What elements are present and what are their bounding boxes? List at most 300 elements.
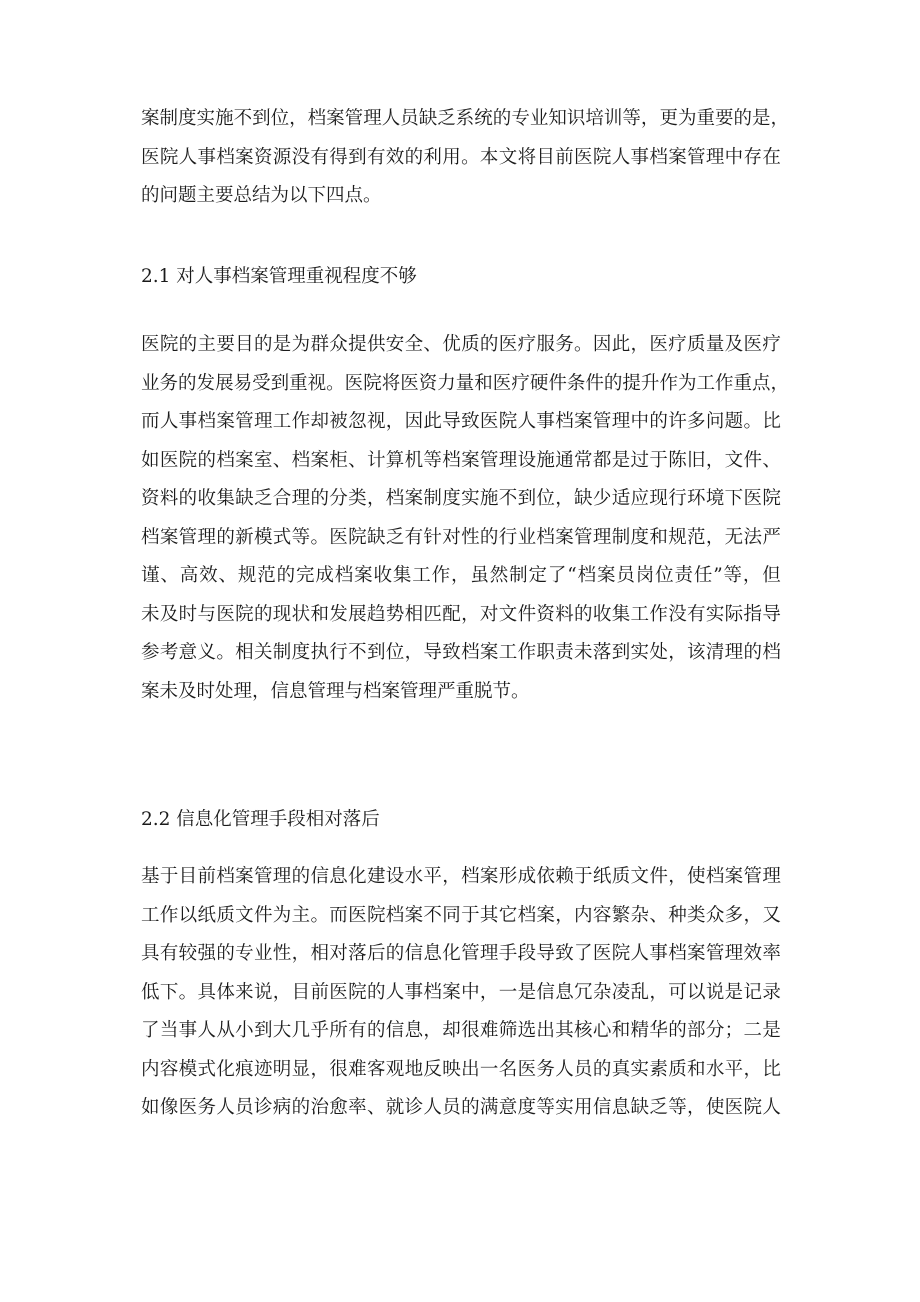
glyph: 群 — [310, 334, 329, 355]
glyph: 的 — [253, 334, 273, 355]
glyph: 形 — [498, 866, 518, 887]
glyph: 医 — [498, 334, 518, 355]
glyph: 该 — [687, 642, 706, 663]
glyph: 料 — [159, 488, 179, 509]
glyph: 室 — [253, 449, 273, 471]
glyph: 作 — [431, 565, 451, 586]
glyph: 等 — [536, 1097, 555, 1118]
glyph: 导 — [762, 603, 781, 625]
glyph: 、 — [348, 449, 367, 471]
glyph: 没 — [291, 146, 311, 168]
paragraph-line — [141, 480, 781, 519]
glyph: 指 — [743, 603, 763, 625]
glyph: 部 — [687, 1020, 706, 1041]
glyph: 导 — [536, 943, 555, 964]
glyph: 陈 — [668, 449, 687, 471]
glyph: 未 — [574, 642, 593, 663]
glyph: 出 — [536, 1020, 555, 1041]
glyph: 当 — [159, 1020, 179, 1041]
glyph: 医 — [141, 334, 160, 355]
glyph: 易 — [233, 372, 253, 394]
glyph: 管 — [592, 411, 612, 432]
glyph: 档 — [668, 943, 687, 964]
glyph: ， — [291, 943, 311, 964]
glyph: 事 — [197, 146, 216, 168]
glyph: 大 — [272, 1020, 292, 1041]
glyph: 制 — [509, 565, 528, 586]
glyph: 。 — [310, 526, 329, 548]
glyph: 案 — [159, 526, 179, 548]
glyph: ， — [272, 981, 292, 1003]
glyph: 员 — [616, 565, 635, 586]
glyph: 缺 — [630, 1097, 650, 1118]
glyph: 繁 — [611, 904, 631, 926]
glyph: 资 — [141, 488, 160, 509]
glyph: 赖 — [555, 866, 574, 887]
glyph: 到 — [252, 108, 271, 129]
glyph: 实 — [196, 108, 216, 129]
glyph: 的 — [216, 943, 235, 964]
glyph: 强 — [197, 943, 216, 964]
glyph: 院 — [762, 488, 781, 509]
paragraph-line — [141, 326, 781, 365]
glyph: 柜 — [329, 449, 348, 471]
glyph: 说 — [253, 981, 273, 1003]
glyph: 的 — [743, 642, 763, 663]
glyph: 人 — [517, 411, 537, 432]
glyph: 小 — [235, 1020, 254, 1041]
glyph: 将 — [517, 146, 537, 168]
glyph: 过 — [630, 449, 650, 471]
glyph: 疗 — [517, 334, 537, 355]
glyph: 员 — [442, 1097, 461, 1118]
glyph: ， — [442, 866, 461, 887]
glyph: 化 — [348, 866, 367, 887]
glyph: 文 — [724, 449, 744, 471]
glyph: 息 — [404, 1020, 424, 1041]
glyph: ， — [687, 1097, 706, 1118]
glyph: 人 — [555, 1058, 574, 1080]
glyph: 量 — [705, 334, 725, 355]
glyph: 到 — [253, 1020, 273, 1041]
glyph: 旧 — [687, 449, 706, 471]
glyph: 院 — [498, 411, 518, 432]
glyph: 对 — [479, 603, 499, 625]
glyph: 到 — [348, 146, 367, 168]
glyph: 档 — [216, 866, 235, 887]
glyph: 的 — [461, 1097, 480, 1118]
glyph: 目 — [291, 981, 311, 1003]
glyph: 相 — [310, 943, 329, 964]
glyph: 事 — [649, 943, 668, 964]
glyph: 导 — [442, 411, 461, 432]
glyph: 因 — [404, 411, 424, 432]
glyph: 信 — [536, 981, 555, 1003]
glyph: 定 — [528, 565, 548, 586]
glyph: 模 — [178, 1058, 198, 1080]
glyph: 档 — [705, 866, 725, 887]
glyph: 许 — [668, 411, 687, 432]
glyph: 真 — [611, 1058, 631, 1080]
glyph: ， — [668, 642, 687, 663]
glyph: 机 — [404, 449, 424, 471]
glyph: 却 — [310, 411, 329, 432]
glyph: 度 — [630, 526, 650, 548]
glyph: 于 — [649, 449, 668, 471]
glyph: 档 — [577, 565, 597, 586]
glyph: 事 — [630, 146, 650, 168]
glyph: 全 — [404, 334, 424, 355]
glyph: ， — [742, 565, 762, 586]
glyph: 、 — [272, 449, 292, 471]
glyph: 化 — [216, 1058, 235, 1080]
glyph: 利 — [423, 146, 442, 168]
glyph: 专 — [235, 943, 254, 964]
glyph: 相 — [404, 603, 424, 625]
glyph: 无 — [724, 526, 744, 548]
paragraph-line — [141, 557, 781, 596]
glyph: 的 — [574, 603, 593, 625]
glyph: 所 — [329, 1020, 348, 1041]
glyph: 纸 — [197, 904, 216, 926]
glyph: 硬 — [529, 372, 549, 394]
glyph: 。 — [461, 146, 480, 168]
paragraph-line — [141, 974, 781, 1013]
glyph: 料 — [555, 603, 574, 625]
glyph: 源 — [272, 146, 292, 168]
glyph: 发 — [329, 603, 348, 625]
glyph: 质 — [668, 1058, 687, 1080]
glyph: ， — [451, 565, 470, 586]
glyph: 文 — [235, 904, 254, 926]
glyph: ， — [705, 449, 725, 471]
glyph: 迹 — [253, 1058, 273, 1080]
glyph: 虽 — [470, 565, 489, 586]
glyph: 提 — [622, 372, 641, 394]
glyph: 中 — [630, 411, 650, 432]
glyph: ， — [630, 334, 650, 355]
glyph: 名 — [498, 1058, 518, 1080]
glyph: 到 — [517, 488, 537, 509]
glyph: 一 — [479, 1058, 499, 1080]
glyph: 为 — [272, 904, 292, 926]
glyph: ， — [289, 108, 308, 129]
glyph: 本 — [479, 146, 499, 168]
glyph: 。 — [216, 642, 235, 663]
glyph: 度 — [517, 1097, 537, 1118]
glyph: 院 — [363, 372, 382, 394]
glyph: 医 — [479, 411, 499, 432]
glyph: 人 — [611, 146, 631, 168]
glyph: 度 — [291, 642, 311, 663]
glyph: ， — [404, 642, 424, 663]
glyph: 等 — [423, 449, 442, 471]
glyph: 乏 — [649, 1097, 668, 1118]
glyph: 和 — [611, 1020, 631, 1041]
glyph: 众 — [705, 904, 725, 926]
glyph: 员 — [574, 1058, 593, 1080]
glyph: 作 — [714, 372, 734, 394]
glyph: 医 — [649, 334, 668, 355]
glyph: 难 — [479, 1020, 499, 1041]
glyph: 像 — [159, 1097, 179, 1118]
glyph: 资 — [418, 372, 438, 394]
glyph: 档 — [423, 981, 442, 1003]
glyph: 职 — [536, 642, 555, 663]
glyph: 如 — [141, 1097, 160, 1118]
glyph: 和 — [474, 372, 493, 394]
glyph: 适 — [611, 488, 631, 509]
glyph: 和 — [649, 526, 668, 548]
glyph: 更 — [659, 108, 678, 129]
glyph: 提 — [348, 334, 367, 355]
glyph: 院 — [159, 334, 179, 355]
glyph: 目 — [178, 866, 198, 887]
glyph: 的 — [366, 981, 386, 1003]
glyph: 没 — [668, 603, 687, 625]
glyph: 档 — [461, 642, 480, 663]
glyph: 案 — [141, 108, 160, 129]
glyph: 规 — [237, 565, 257, 586]
glyph: 来 — [235, 981, 254, 1003]
glyph: 理 — [705, 146, 725, 168]
glyph: 却 — [442, 1020, 461, 1041]
glyph: 具 — [141, 943, 160, 964]
glyph: 等 — [291, 526, 311, 548]
glyph: 是 — [611, 449, 631, 471]
glyph: 档 — [649, 146, 668, 168]
glyph: 作 — [517, 642, 537, 663]
glyph: 参 — [141, 642, 160, 663]
glyph: 院 — [178, 449, 198, 471]
glyph: 为 — [677, 372, 697, 394]
glyph: 忽 — [348, 411, 367, 432]
glyph: 重 — [733, 372, 753, 394]
glyph: 工 — [141, 904, 160, 926]
section-2-2-paragraph — [141, 858, 781, 1128]
glyph: 有 — [348, 1020, 367, 1041]
glyph: 了 — [574, 943, 593, 964]
glyph: 落 — [592, 642, 612, 663]
glyph: 质 — [611, 866, 631, 887]
intro-line: 的问题主要总结为以下四点。 — [141, 185, 382, 206]
glyph: 录 — [762, 981, 781, 1003]
glyph: 关 — [253, 642, 273, 663]
glyph: 使 — [687, 866, 706, 887]
glyph: 现 — [649, 488, 668, 509]
glyph: 是 — [272, 334, 292, 355]
glyph: 管 — [461, 943, 480, 964]
glyph: 算 — [385, 449, 405, 471]
glyph: 的 — [178, 488, 198, 509]
glyph: 理 — [253, 411, 273, 432]
glyph: 诊 — [404, 1097, 424, 1118]
glyph: 理 — [724, 642, 744, 663]
glyph: 制 — [159, 108, 179, 129]
glyph: 档 — [216, 146, 235, 168]
glyph: 建 — [366, 866, 386, 887]
glyph: ” — [713, 565, 723, 586]
glyph: 实 — [630, 1058, 650, 1080]
glyph: 筛 — [498, 1020, 518, 1041]
glyph: 责 — [674, 565, 693, 586]
glyph: 将 — [381, 372, 401, 394]
glyph: 展 — [348, 603, 367, 625]
glyph: 目 — [235, 334, 254, 355]
glyph: 致 — [461, 411, 480, 432]
glyph: 致 — [442, 642, 461, 663]
glyph: 案 — [326, 108, 345, 129]
glyph: 疗 — [762, 334, 781, 355]
glyph: 的 — [592, 1058, 612, 1080]
glyph: 观 — [385, 1058, 405, 1080]
glyph: 、 — [160, 565, 179, 586]
glyph: 业 — [529, 108, 549, 129]
glyph: 力 — [437, 372, 456, 394]
glyph: 为 — [677, 108, 697, 129]
glyph: 有 — [159, 943, 179, 964]
glyph: 缺 — [235, 488, 254, 509]
glyph: 医 — [743, 488, 763, 509]
glyph: 。 — [310, 904, 329, 926]
intro-line — [141, 100, 790, 139]
glyph: 题 — [724, 411, 744, 432]
glyph: 的 — [178, 334, 198, 355]
glyph: 可 — [668, 981, 687, 1003]
glyph: 管 — [574, 526, 593, 548]
glyph: 很 — [461, 1020, 480, 1041]
glyph: 识 — [566, 108, 586, 129]
glyph: 平 — [724, 1058, 744, 1080]
glyph: 完 — [296, 565, 315, 586]
glyph: 它 — [498, 904, 518, 926]
glyph: 度 — [178, 108, 197, 129]
glyph: 类 — [687, 904, 706, 926]
glyph: 人 — [630, 943, 650, 964]
glyph: 业 — [141, 372, 160, 394]
section-2-1-paragraph — [141, 326, 790, 711]
glyph: 以 — [687, 981, 706, 1003]
glyph: 信 — [404, 943, 424, 964]
glyph: 主 — [197, 334, 216, 355]
glyph: 量 — [455, 372, 475, 394]
glyph: 工 — [498, 642, 518, 663]
glyph: ， — [555, 904, 574, 926]
glyph: 管 — [743, 866, 763, 887]
glyph: 文 — [498, 603, 518, 625]
glyph: 件 — [517, 603, 537, 625]
glyph: 问 — [705, 411, 725, 432]
glyph: 为 — [291, 334, 311, 355]
glyph: 应 — [630, 488, 650, 509]
glyph: 医 — [724, 1097, 744, 1118]
glyph: 任 — [693, 565, 713, 586]
glyph: 得 — [329, 146, 348, 168]
glyph: 管 — [178, 526, 198, 548]
glyph: 收 — [197, 488, 216, 509]
glyph: 纸 — [592, 866, 612, 887]
glyph: 内 — [574, 904, 593, 926]
glyph: 工 — [630, 603, 650, 625]
section-heading-2-1: 2.1 对人事档案管理重视程度不够 — [141, 266, 417, 287]
glyph: 效 — [199, 565, 218, 586]
paragraph-line — [141, 519, 781, 558]
glyph: 息 — [555, 981, 574, 1003]
glyph: 医 — [400, 372, 419, 394]
glyph: 容 — [159, 1058, 179, 1080]
glyph: 常 — [574, 449, 593, 471]
glyph: 档 — [197, 411, 216, 432]
glyph: ， — [366, 488, 386, 509]
glyph: 其 — [479, 904, 499, 926]
glyph: 资 — [536, 603, 555, 625]
glyph: 。 — [743, 411, 763, 432]
glyph: 记 — [743, 981, 763, 1003]
glyph: 缺 — [366, 526, 386, 548]
glyph: 前 — [555, 146, 574, 168]
glyph: 条 — [566, 372, 586, 394]
glyph: 员 — [400, 108, 419, 129]
glyph: 要 — [714, 108, 734, 129]
glyph: 效 — [743, 943, 763, 964]
glyph: 精 — [630, 1020, 650, 1041]
glyph: 理 — [197, 526, 216, 548]
glyph: 明 — [272, 1058, 292, 1080]
glyph: 针 — [423, 526, 442, 548]
glyph: 现 — [272, 603, 292, 625]
glyph: 势 — [385, 603, 405, 625]
glyph: 作 — [291, 411, 311, 432]
glyph: 实 — [630, 642, 650, 663]
glyph: 事 — [178, 1020, 198, 1041]
glyph: 在 — [762, 146, 781, 168]
glyph: 是 — [752, 108, 771, 129]
glyph: 配 — [442, 603, 461, 625]
glyph: 又 — [762, 904, 781, 926]
glyph: 管 — [344, 108, 364, 129]
glyph: 行 — [668, 488, 687, 509]
glyph: 前 — [197, 866, 216, 887]
glyph: 事 — [404, 981, 424, 1003]
glyph: 环 — [687, 488, 706, 509]
glyph: 度 — [442, 488, 461, 509]
glyph: 化 — [442, 943, 461, 964]
glyph: 实 — [461, 488, 480, 509]
glyph: 计 — [366, 449, 386, 471]
glyph: 水 — [705, 1058, 725, 1080]
glyph: 质 — [687, 334, 706, 355]
glyph: 行 — [329, 642, 348, 663]
glyph: 理 — [272, 866, 292, 887]
glyph: ， — [770, 108, 790, 129]
glyph: 责 — [555, 642, 574, 663]
glyph: 收 — [373, 565, 393, 586]
glyph: 息 — [329, 866, 348, 887]
glyph: 档 — [461, 866, 480, 887]
glyph: 体 — [216, 981, 235, 1003]
glyph: 信 — [592, 1097, 612, 1118]
glyph: 档 — [762, 642, 781, 663]
glyph: 档 — [141, 526, 160, 548]
glyph: 理 — [762, 866, 781, 887]
glyph: 有 — [687, 603, 706, 625]
glyph: 质 — [216, 904, 235, 926]
glyph: 档 — [307, 108, 327, 129]
glyph: 被 — [329, 411, 348, 432]
glyph: 从 — [216, 1020, 235, 1041]
glyph: 院 — [159, 146, 179, 168]
glyph: 通 — [555, 449, 574, 471]
